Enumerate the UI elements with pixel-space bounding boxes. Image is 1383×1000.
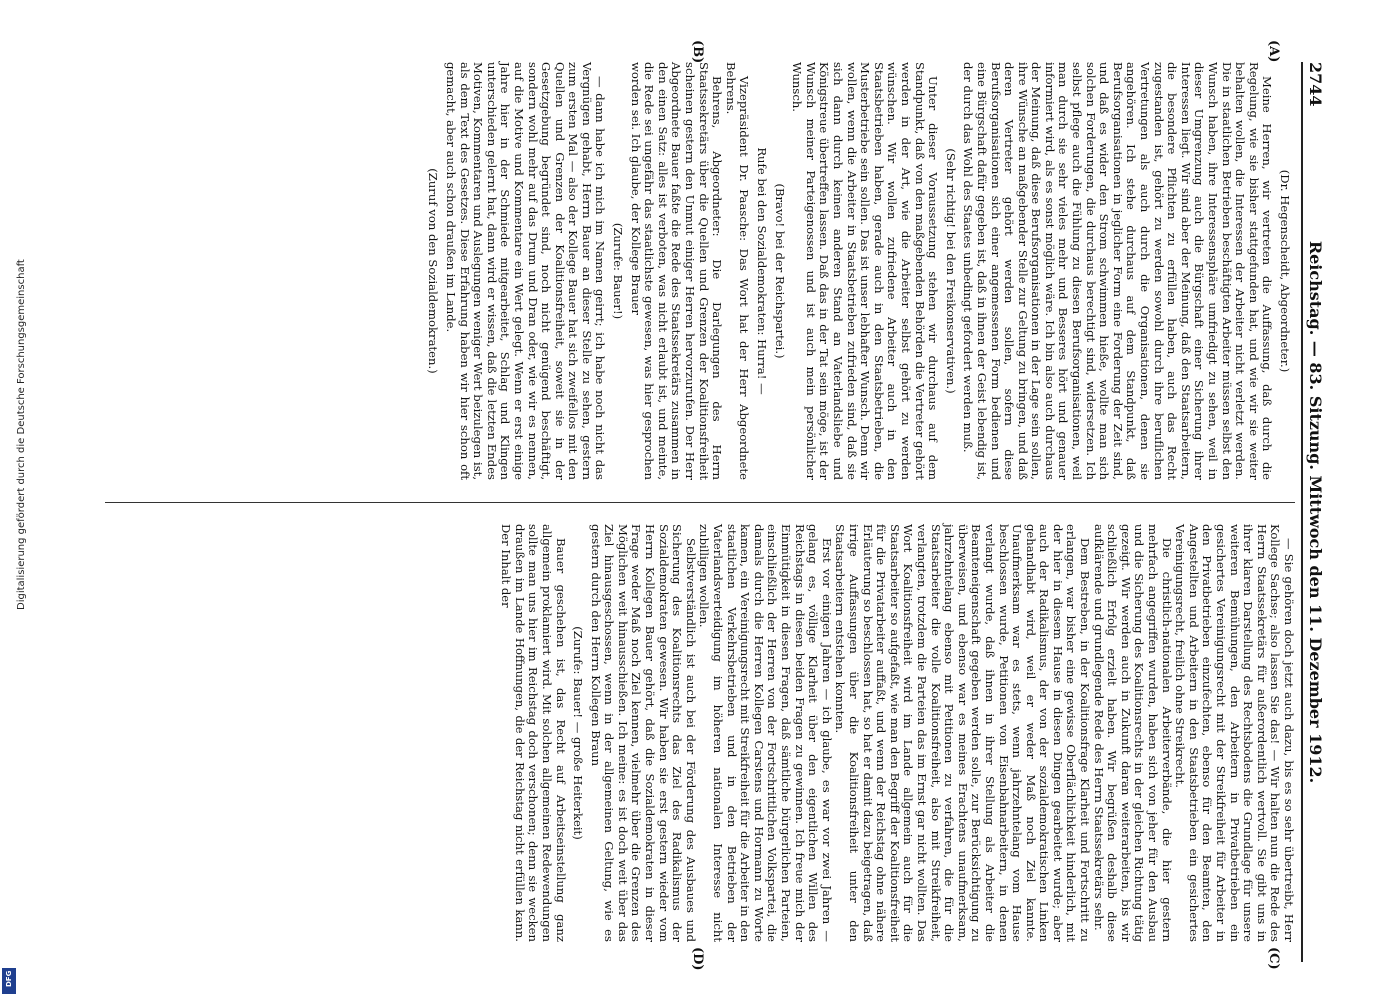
paragraph: Dem Bestreben, in der Koalitionsfrage Klarheit und Fortschritt zu erlangen, war bisher eine gewisse Oberflächlichkeit hinderlich, mit der hier in diesem Hause in diesen Dingen gearbeitet wurde; aber auch der Radikalismus, der von der sozialdemokratischen Linken gehandhabt wird, weil er weder Maß noch Ziel kannte. Unaufmerksam war es stets, wenn jahrzehntelang vom Hause beschlossen wurde, Petitionen von Eisenbahnarbeitern, in denen verlangt wurde, daß ihnen in ihrer Stellung als Arbeiter die Beamteneigenschaft gegeben werden solle, zur Berücksichtigung zu überweisen, und ebenso war es meines Erachtens unaufmerksam, jahrzehntelang ebenso mit Petitionen zu verfahren, die für die Staatsarbeiter die volle Koalitionsfreiheit, also mit Streikfreiheit, verlangten, trotzdem die Parteien das im Ernst gar nicht wollten. Das Wort Koalitionsfreiheit wird im Lande allgemein auch für die Staatsarbeiter so aufgefaßt, wie man den Begriff der Koalitionsfreiheit für die Privatarbeiter auffaßt, und wenn der Reichstag ohne nähere Erläuterung so beschlossen hat, so hat er damit dazu beigetragen, daß irrige Auffassungen über die Koalitionsfreiheit unter den Staatsarbeitern entstehen konnten. bbox=[833, 524, 1093, 942]
page-number: 2744 bbox=[1306, 62, 1325, 107]
header-rule bbox=[1301, 62, 1303, 962]
margin-marker-b: (B) bbox=[690, 40, 705, 64]
right-column bbox=[499, 524, 1295, 942]
interjection: (Zurufe: Bauer!) bbox=[611, 222, 626, 320]
paragraph: Bauer geschehen ist, das Recht auf Arbeitseinstellung ganz allgemein proklamiert wird. Mit solchen allgemeinen Redewendungen sollte man uns hier im Reichstag doch verschonen; denn sie wecken draußen im Lande Hoffnungen, die der Reichstag nicht erfüllen kann. Der Inhalt der bbox=[499, 524, 568, 942]
speaker-note: (Dr. Hegenscheidt, Abgeordneter.) bbox=[1278, 169, 1292, 373]
interjection: Rufe bei den Sozialdemokraten: Hurra! — bbox=[755, 147, 770, 395]
left-column bbox=[422, 62, 1295, 480]
margin-marker-c: (C) bbox=[1266, 947, 1281, 970]
interjection: (Sehr richtig! bei den Freikonservativen.) bbox=[943, 148, 958, 394]
funding-note: Digitalisierung gefördert durch die Deutsche Forschungsgemeinschaft bbox=[16, 259, 27, 610]
paragraph: Unter dieser Voraussetzung stehen wir durchaus auf dem Standpunkt, daß von den maßgebenden Behörden die Vertreter gehört werden in der Art, wie die Arbeiter selbst gehört zu werden wünschen. Wir wollen zufriedene Arbeiter auch in den Staatsbetrieben haben, gerade auch in den Staatsbetrieben, die Musterbetriebe sein sollen. Das ist unser lebhafter Wunsch. Denn wir wollen, wenn die Arbeiter in Staatsbetrieben zufrieden sind, daß sie sich dann durch keinen anderen Stand an Vaterlandsliebe und Königstreue übertreffen lassen. Daß das in der Tat sein möge, ist der Wunsch meiner Parteigenossen und ist auch mein persönlicher Wunsch. bbox=[790, 62, 941, 480]
paragraph: Erst vor einigen Jahren — ich glaube, es war vor zwei Jahren — gelang es, völlige Klarheit über den eigentlichen Willen des Reichstags in diesen beiden Fragen zu gewinnen. Ich freue mich der Einmütigkeit in diesen Fragen, daß sämtliche bürgerlichen Parteien, einschließlich der Herren von der Fortschrittlichen Volkspartei, die damals durch die Herren Kollegen Carstens und Hormann zu Worte kamen, ein Vereinigungsrecht mit Streikfreiheit für die Arbeiter in den staatlichen Verkehrsbetrieben und in den Betrieben der Vaterlandsverteidigung im höheren nationalen Interesse nicht zubilligen wollen. bbox=[697, 524, 834, 942]
margin-marker-d: (D) bbox=[690, 947, 705, 971]
interjection: (Zurufe: Bauer! — große Heiterkeit) bbox=[571, 626, 586, 840]
rotated-newspaper-page bbox=[65, 40, 1325, 971]
paragraph: Vizepräsident Dr. Paasche: Das Wort hat der Herr Abgeordnete Behrens. bbox=[723, 62, 752, 480]
column-divider bbox=[105, 502, 1295, 503]
paragraph: Behrens, Abgeordneter: Die Darlegungen des Herrn Staatssekretärs über die Quellen und Grenzen der Koalitionsfreiheit scheinen gestern den Unmut einiger Herren hervorzurufen. Der Herr Abgeordnete Bauer faßte die Rede des Staatssekretärs zusammen in den einen Satz: alles ist verboten, was nicht erlaubt ist, und meinte, die Rede sei ungefähr das staatlichste gewesen, was hier gesprochen worden sei. Ich glaube, der Kollege Brauer bbox=[628, 62, 725, 480]
paragraph: Meine Herren, wir vertreten die Auffassung, daß durch die Regelung, wie sie bisher stattgefunden hat, und wie wir sie weiter behalten wollen, die Interessen der Arbeiter nicht verletzt werden. Die in staatlichen Betrieben beschäftigten Arbeiter müssen selbst den Wunsch haben, ihre Interessensphäre umfriedigt zu sehen, weil in dieser Umgrenzung auch die Bürgschaft einer Sicherung ihrer Interessen liegt. Wir sind aber der Meinung, daß den Staatsarbeitern, die besondere Pflichten zu erfüllen haben, auch das Recht zugestanden ist, gehört zu werden sowohl durch ihre beruflichen Vertretungen als auch durch die Organisationen, denen sie angehören. Ich stehe durchaus auf dem Standpunkt, daß Berufsorganisationen in jeglicher Form eine Forderung der Zeit sind, und daß es wider den Strom schwimmen hieße, wollte man sich solchen Forderungen, die durchaus berechtigt sind, widersetzen. Ich selbst pflege auch die Fühlung zu diesen Berufsorganisationen, weil man durch sie sehr vieles mehr und Besseres hört und genauer informiert wird, als es sonst möglich wäre. Ich bin also auch durchaus der Meinung, daß diese Berufsorganisationen in der Lage sein sollen, ihre Wünsche an maßgebender Stelle zur Geltung zu bringen, und daß deren Vertreter gehört werden sollen, sofern diese Berufsorganisationen sich einer angemessenen Form bedienen und eine Bürgschaft dafür gegeben ist, daß in ihnen der Geist lebendig ist, der durch das Wohl des Staates unbedingt gefordert werden muß. bbox=[961, 62, 1275, 480]
paragraph: Die christlich-nationalen Arbeiterverbände, die hier gestern mehrfach angegriffen wurden, haben sich von jeher für den Ausbau und die Sicherung des Koalitionsrechts in der gleichen Richtung tätig gezeigt. Wir werden auch in Zukunft daran weiterarbeiten, bis wir schließlich Erfolg erzielt haben. Wir begrüßen deshalb diese aufklärende und grundlegende Rede des Herrn Staatssekretärs sehr. bbox=[1091, 524, 1174, 942]
page-header bbox=[1303, 62, 1325, 962]
paragraph: Selbstverständlich ist auch bei der Förderung des Ausbaues und Sicherung des Koalitionsrechts das Ziel des Radikalismus der Sozialdemokraten gewesen. Wir haben sie erst gestern wieder vom Herrn Kollegen Bauer gehört, daß die Sozialdemokraten in dieser Frage weder Maß noch Ziel kennen, vielmehr über die Grenzen des Möglichen weit hinausschießen. Ich meine: es ist doch weit über das Ziel hinausgeschossen, wenn in der allgemeinen Geltung, wie es gestern durch den Herrn Kollegen Braun bbox=[588, 524, 698, 942]
paragraph: — Sie gehören doch jetzt auch dazu, bis es so sehr übertreibt, Herr Kollege Sachse; also lassen Sie das! — Wir halten nun die Rede des Herrn Staatssekretärs für außerordentlich wertvoll. Sie gibt uns in ihrer klaren Darstellung des Rechtsbodens die Grundlage für unsere weiteren Bemühungen, den Arbeitern in Privatbetrieben ein gesichertes Vereinigungsrecht mit der Streikfreiheit für Arbeiter in den Privatbetrieben einzufechten, ebenso für den Beamten, den Angestellten und Arbeitern in den Staatsbetrieben ein gesichertes Vereinigungsrecht, freilich ohne Streikrecht. bbox=[1173, 524, 1296, 942]
digitization-margin bbox=[0, 0, 27, 1000]
interjection: (Zuruf von den Sozialdemokraten.) bbox=[426, 168, 441, 374]
interjection: (Bravo! bei der Reichspartei.) bbox=[772, 183, 787, 359]
page-title: Reichstag. — 83. Sitzung. Mittwoch den 11. Dezember 1912. bbox=[1306, 240, 1325, 784]
paragraph: — dann habe ich mich im Namen geirrt; ich habe noch nicht das Vergnügen gehabt, Herrn Bauer an dieser Stelle zu sehen, gestern zum ersten Mal — also der Kollege Bauer hat sich zweifellos mit den Quellen und Grenzen der Koalitionsfreiheit, soweit sie in der Gesetzgebung begründet sind, noch nicht genügend beschäftigt, sondern wohl mehr auf das Drum und Dran oder, wie wir es nennen, auf die Motive und Kommentare ein Wert gelegt. Wenn er erst einige Jahre hier in der Schmiede mitgearbeitet, Schlag und Klingen unterschieden gelernt hat, dann wird er wissen, daß die letzten Endes Motiven, Kommentaren und Auslegungen weniger Wert beizulegen ist, als dem Text des Gesetzes. Diese Erfahrung haben wir hier schon oft gemacht, aber auch schon draußen im Lande. bbox=[443, 62, 608, 480]
dfg-logo: DFG bbox=[2, 968, 16, 994]
margin-marker-a: (A) bbox=[1266, 40, 1281, 63]
